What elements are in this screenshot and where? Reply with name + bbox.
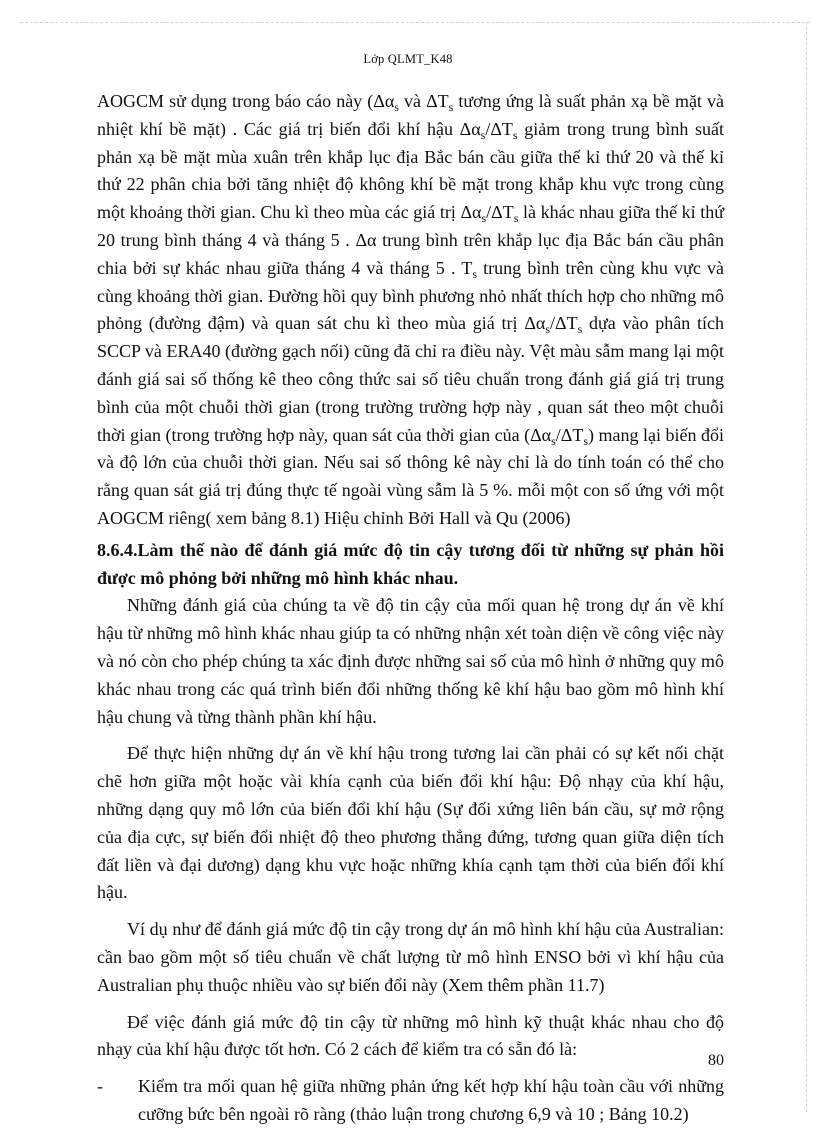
bullet-text: Kiểm tra mối quan hệ giữa những phản ứng kết hợp khí hậu toàn cầu với những cưỡng bức bên ngoài rõ ràng (thảo luận trong chương 6,9 và 10 ; Bảng 10.2): [138, 1076, 724, 1124]
symbol: Δα: [373, 91, 395, 111]
subscript: s: [448, 100, 454, 114]
subscript: s: [513, 211, 519, 226]
symbol: ΔT: [426, 91, 449, 111]
paragraph-4: Để việc đánh giá mức độ tin cậy từ những mô hình kỹ thuật khác nhau cho độ nhạy của khí hậu được tốt hơn. Có 2 cách để kiểm tra có sẵn đó là:: [97, 1011, 724, 1060]
symbol: /ΔT: [555, 424, 584, 445]
symbol: Δα: [460, 202, 482, 223]
text-run: giảm trong trung bình suất phản xạ bề mặt mùa xuân trên khắp lục địa Bắc bán cầu giữa thế kỉ thứ 20 và thế kỉ thứ 22 phân chia bởi tăng nhiệt độ không khí bề mặt trong khắp khu vực trong cùng một khoảng thời gian. Chu kì theo mùa các giá trị: [97, 118, 724, 223]
paragraph-1: Những đánh giá của chúng ta về độ tin cậy của mối quan hệ trong dự án về khí hậu từ những mô hình khác nhau giúp ta có những nhận xét toàn diện về công việc này và nó còn cho phép chúng ta xác định được những sai số của mô hình ở những quy mô khác nhau trong các quá trình biến đổi những thống kê khí hậu bao gồm mô hình khí hậu chung và từng thành phần khí hậu.: [97, 595, 724, 727]
subscript: s: [577, 322, 583, 337]
subscript: s: [481, 211, 487, 226]
text-run: ) mang lại biến đổi và độ lớn của chuỗi thời gian. Nếu sai số thông kê này chỉ là do tính toán có thể cho rằng quan sát giá trị đúng thực tế ngoài vùng sẫm là 5 %. mỗi một con số ứng với một AOGCM riêng( xem bảng 8.1) Hiệu chỉnh Bởi Hall và Qu (2006): [97, 424, 724, 528]
subscript: s: [545, 322, 550, 337]
text-run: dựa vào phân tích SCCP và ERA40 (đường gạch nối) cũng đã chỉ ra điều này. Vệt màu sẫm mang lại một đánh giá sai số thống kê theo công thức sai số tiêu chuẩn trong đánh giá giá trị trung bình của một chuỗi thời gian (trong trường trường hợp này , quan sát theo một chuỗi thời gian (trong trường hợp này, quan sát của thời gian của (: [97, 313, 725, 445]
symbol: /ΔT: [486, 202, 514, 223]
symbol: /ΔT: [485, 118, 513, 139]
symbol: Δα: [530, 424, 552, 445]
page-border-top: [20, 22, 810, 23]
text-run: trung bình trên cùng khu vực và cùng khoảng thời gian. Đường hồi quy bình phương nhỏ nhất thích hợp cho những mô phỏng (đường đậm) và quan sát chu kì theo mùa giá trị: [97, 257, 724, 334]
symbol: /ΔT: [550, 313, 578, 334]
section-heading: 8.6.4.Làm thế nào để đánh giá mức độ tin cậy tương đối từ những sự phản hồi được mô phỏng bởi những mô hình khác nhau.: [97, 539, 724, 588]
symbol: Δα: [524, 313, 546, 334]
document-body: [97, 88, 724, 1129]
symbol: Δα: [459, 118, 481, 139]
text-run: AOGCM sử dụng trong báo cáo này (: [97, 91, 374, 111]
paragraph-3: Ví dụ như để đánh giá mức độ tin cậy trong dự án mô hình khí hậu của Australian: cần bao gồm một số tiêu chuẩn về chất lượng từ mô hình ENSO bởi vì khí hậu của Australian phụ thuộc nhiều vào sự biến đổi này (Xem thêm phần 11.7): [97, 919, 724, 995]
paragraph-2: Để thực hiện những dự án về khí hậu trong tương lai cần phải có sự kết nối chặt chẽ hơn giữa một hoặc vài khía cạnh của biến đổi khí hậu: Độ nhạy của khí hậu, những dạng quy mô lớn của biến đổi khí hậu (Sự đối xứng liên bán cầu, sự mở rộng của địa cực, sự biến đổi nhiệt độ theo phương thẳng đứng, tương quan giữa diện tích đất liền và đại dương) dạng khu vực hoặc những khía cạnh tạm thời của biến đổi khí hậu.: [97, 743, 724, 903]
bullet-item: [97, 1073, 724, 1129]
text-run: tương ứng là suất phản xạ bề mặt và nhiệt khí bề mặt) . Các giá trị biến đổi khí hậu: [97, 91, 724, 139]
text-run: và: [398, 91, 427, 111]
bullet-marker: -: [97, 1076, 103, 1097]
page-header: Lớp QLMT_K48: [363, 52, 453, 66]
subscript: s: [512, 127, 518, 142]
subscript: s: [551, 433, 556, 448]
page-number: 80: [708, 1052, 724, 1069]
subscript: s: [583, 433, 589, 448]
subscript: s: [472, 266, 477, 281]
subscript: s: [394, 100, 399, 114]
intro-paragraph: [97, 88, 724, 533]
page-border-right: [806, 22, 807, 1112]
subscript: s: [480, 127, 486, 142]
text-run: là khác nhau giữa thế kỉ thứ 20 trung bình tháng 4 và tháng 5 . Δα trung bình trên khắp lục địa Bắc bán cầu phân chia bởi sự khác nhau giữa tháng 4 và tháng 5 . T: [97, 202, 725, 278]
